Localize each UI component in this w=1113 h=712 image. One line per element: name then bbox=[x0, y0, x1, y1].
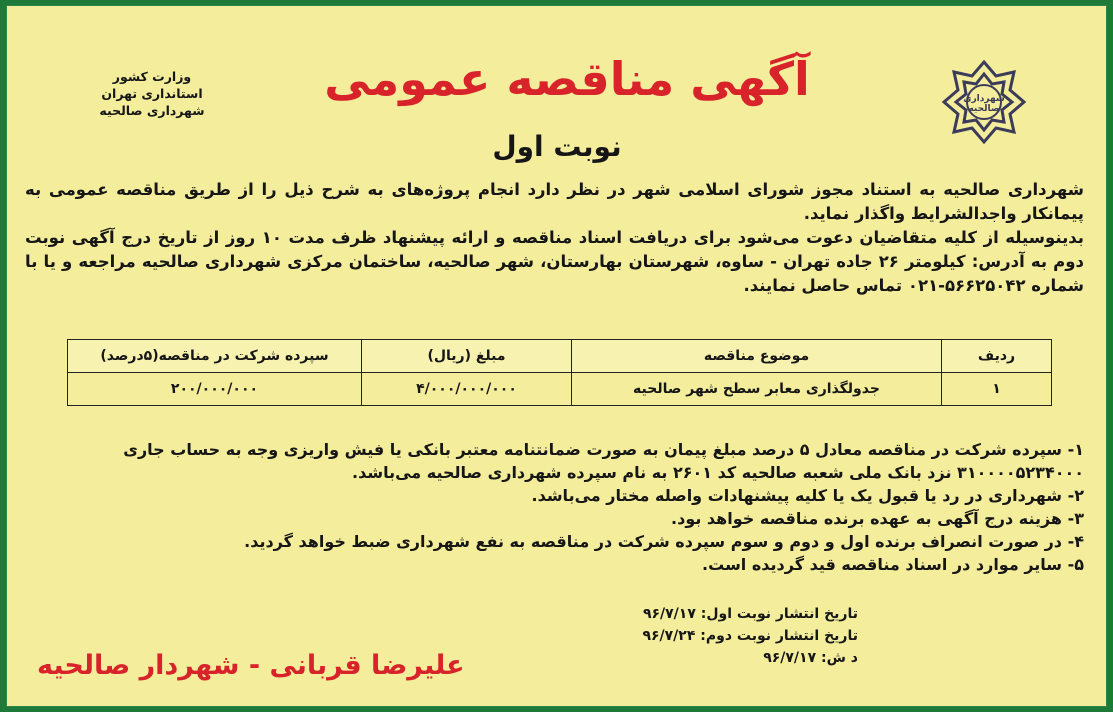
tender-table bbox=[67, 339, 1052, 406]
table-header-row bbox=[68, 340, 1052, 373]
issuer-block bbox=[77, 68, 227, 119]
cell-amount: ۴/۰۰۰/۰۰۰/۰۰۰ bbox=[362, 373, 572, 406]
municipality-logo bbox=[940, 58, 1028, 146]
condition-item: ۴- در صورت انصراف برنده اول و دوم و سوم سپرده شرکت در مناقصه به نفع شهرداری ضبط خواهد گردید. bbox=[244, 532, 1084, 551]
condition-item: ۳- هزینه درج آگهی به عهده برنده مناقصه خواهد بود. bbox=[671, 509, 1084, 528]
header-subject: موضوع مناقصه bbox=[572, 340, 942, 373]
issuer-line: شهرداری صالحیه bbox=[99, 103, 205, 118]
cell-row-number: ۱ bbox=[942, 373, 1052, 406]
intro-paragraph: شهرداری صالحیه به استناد مجوز شورای اسلامی شهر در نظر دارد انجام پروژه‌های به شرح ذیل را از طریق مناقصه عمومی به پیمانکار واجدالشرایط واگذار نماید. bbox=[25, 180, 1084, 223]
header-row-number: ردیف bbox=[942, 340, 1052, 373]
header-deposit: سپرده شرکت در مناقصه(۵درصد) bbox=[68, 340, 362, 373]
publication-dates bbox=[642, 603, 858, 669]
notice-round: نوبت اول bbox=[492, 130, 622, 163]
condition-item: ۵- سایر موارد در اسناد مناقصه قید گردیده است. bbox=[702, 555, 1084, 574]
intro-text bbox=[25, 178, 1084, 298]
issuer-line: وزارت کشور bbox=[112, 69, 192, 84]
notice-page bbox=[6, 5, 1107, 707]
cell-deposit: ۲۰۰/۰۰۰/۰۰۰ bbox=[68, 373, 362, 406]
issuer-line: استانداری تهران bbox=[101, 86, 203, 101]
notice-title: آگهی مناقصه عمومی bbox=[324, 52, 810, 106]
document-code-date: د ش: ۹۶/۷/۱۷ bbox=[763, 650, 858, 666]
cell-subject: جدولگذاری معابر سطح شهر صالحیه bbox=[572, 373, 942, 406]
intro-paragraph: بدینوسیله از کلیه متقاضیان دعوت می‌شود برای دریافت اسناد مناقصه و ارائه پیشنهاد ظرف مدت ۱۰ روز از تاریخ درج آگهی نوبت دوم به آدرس: کیلومتر ۲۶ جاده تهران - ساوه، شهرستان بهارستان، شهر صالحیه، ساختمان مرکزی شهرداری صالحیه مراجعه و یا با شماره ۵۶۶۲۵۰۴۲-۰۲۱ تماس حاصل نمایند. bbox=[25, 228, 1085, 295]
first-publication-date: تاریخ انتشار نوبت اول: ۹۶/۷/۱۷ bbox=[642, 606, 858, 622]
conditions-list bbox=[25, 438, 1084, 576]
condition-item: ۱- سپرده شرکت در مناقصه معادل ۵ درصد مبلغ پیمان به صورت ضمانتنامه معتبر بانکی یا فیش واریزی وجه به حساب جاری ۳۱۰۰۰۰۵۲۳۴۰۰۰ نزد بانک ملی شعبه صالحیه کد ۲۶۰۱ به نام سپرده شهرداری صالحیه می‌باشد. bbox=[123, 440, 1084, 482]
logo-text: شهرداری صالحیه bbox=[963, 94, 1005, 114]
mayor-signature: علیرضا قربانی - شهردار صالحیه bbox=[37, 650, 465, 681]
header-amount: مبلغ (ریال) bbox=[362, 340, 572, 373]
table-row bbox=[68, 373, 1052, 406]
second-publication-date: تاریخ انتشار نوبت دوم: ۹۶/۷/۲۴ bbox=[642, 628, 858, 644]
condition-item: ۲- شهرداری در رد یا قبول یک یا کلیه پیشنهادات واصله مختار می‌باشد. bbox=[531, 486, 1084, 505]
